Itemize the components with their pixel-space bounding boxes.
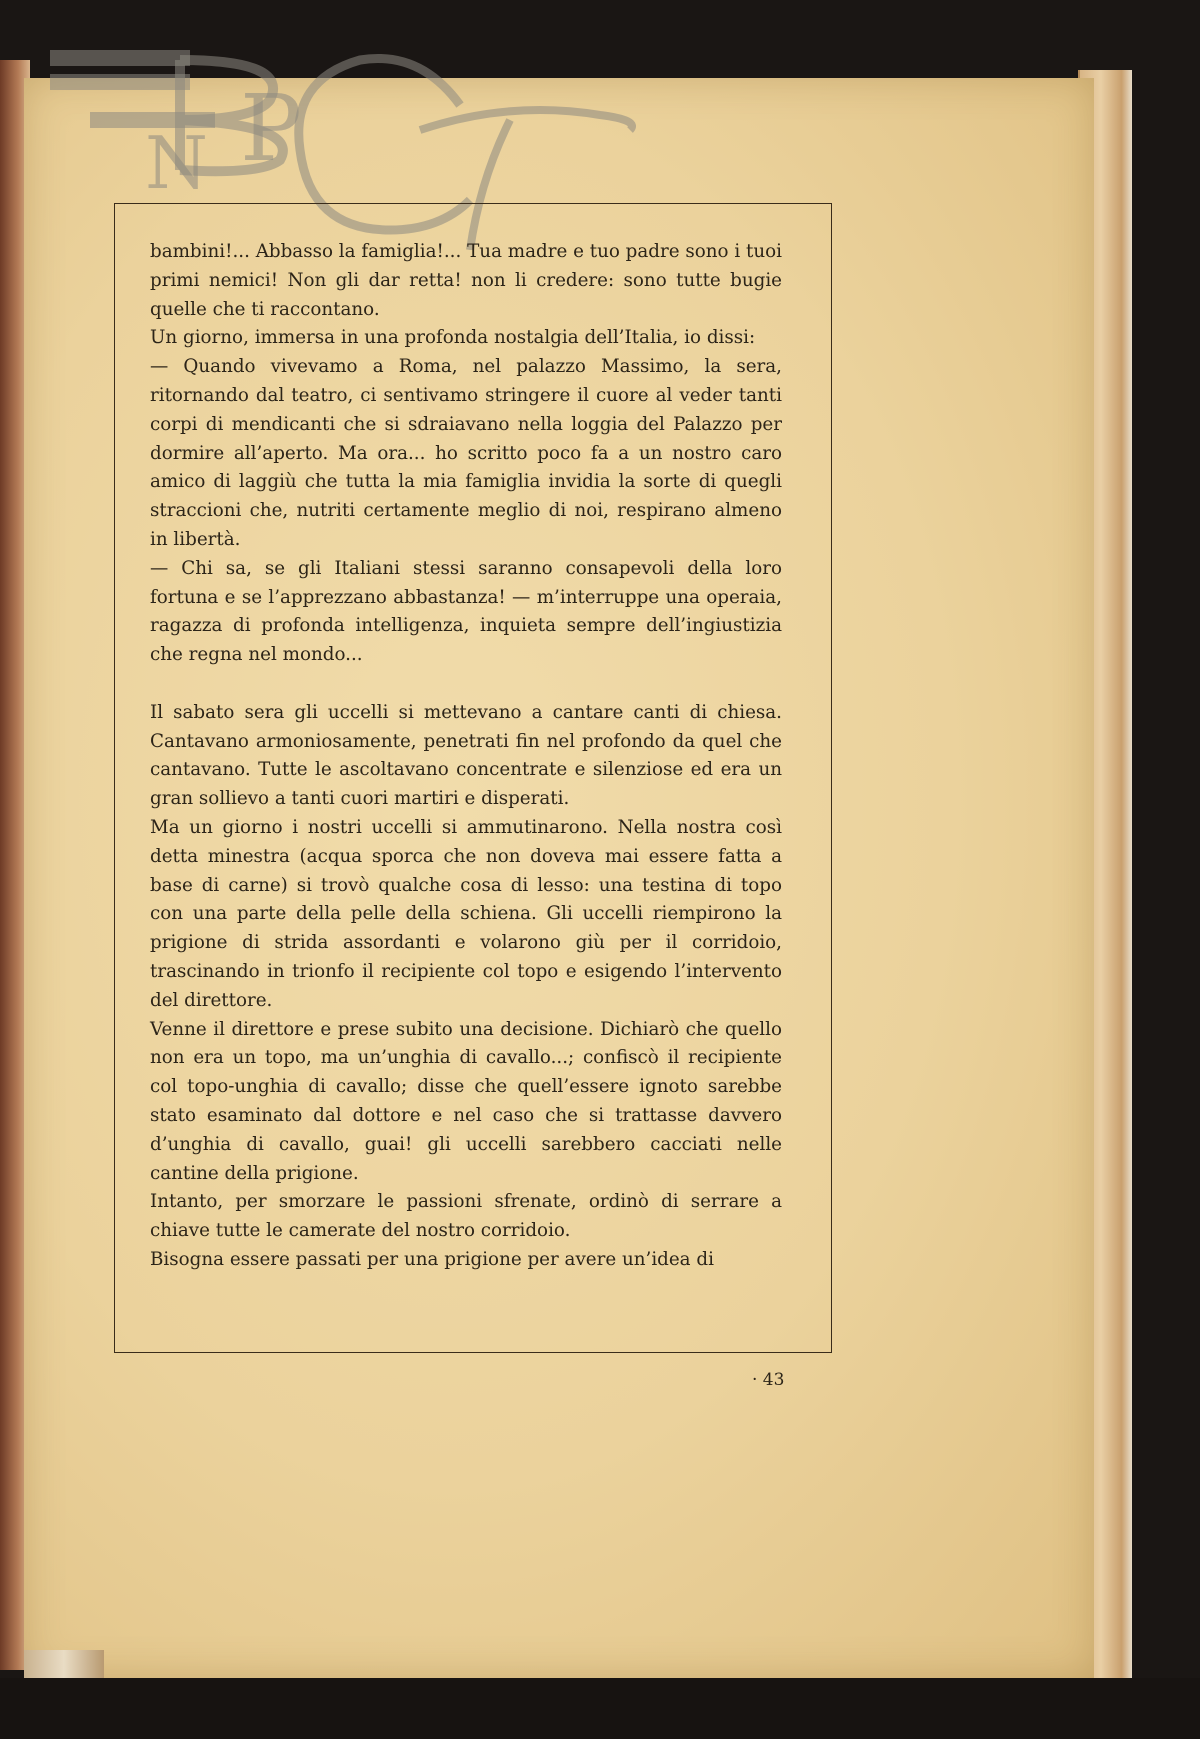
paragraph: Venne il direttore e prese subito una decisione. Dichiarò che quello non era un topo, ma un’unghia di cavallo...; confiscò il recipiente col topo-unghia di cavallo; disse che quell’essere ignoto sarebbe stato esaminato dal dottore e nel caso che si trattasse davvero d’unghia di cavallo, guai! gli uccelli sarebbero cacciati nelle cantine della prigione. xyxy=(150,1018,782,1184)
paragraph: bambini!... Abbasso la famiglia!... Tua madre e tuo padre sono i tuoi primi nemici! Non gli dar retta! non li credere: sono tutte bugie quelle che ti raccontano. xyxy=(150,241,782,320)
section-break xyxy=(150,670,782,699)
paragraph: Ma un giorno i nostri uccelli si ammutinarono. Nella nostra così detta minestra (acqua sporca che non doveva mai essere fatta a base di carne) si trovò qualche cosa di lesso: una testina di topo con una parte della pelle della schiena. Gli uccelli riempirono la prigione di strida assordanti e volarono giù per il corridoio, trascinando in trionfo il recipiente col topo e esigendo l’intervento del direttore. xyxy=(150,816,782,1011)
paragraph: Un giorno, immersa in una profonda nostalgia dell’Italia, io dissi: xyxy=(150,327,756,349)
paragraph: — Quando vivevamo a Roma, nel palazzo Massimo, la sera, ritornando dal teatro, ci sentivamo stringere il cuore al veder tanti corpi di mendicanti che si sdraiavano nella loggia del Palazzo per dormire all’aperto. Ma ora... ho scritto poco fa a un nostro caro amico di laggiù che tutta la mia famiglia invidia la sorte di quegli straccioni che, nutriti certamente meglio di noi, respirano almeno in libertà. xyxy=(150,356,782,550)
bookmark-ribbon xyxy=(24,1650,104,1680)
paragraph: Il sabato sera gli uccelli si mettevano a cantare canti di chiesa. Cantavano armoniosamente, penetrati fin nel profondo da quel che cantavano. Tutte le ascoltavano concentrate e silenziose ed era un gran sollievo a tanti cuori martiri e disperati. xyxy=(150,701,782,810)
background-strip xyxy=(0,1678,1200,1739)
svg-text:N: N xyxy=(145,121,208,205)
paragraph: Bisogna essere passati per una prigione per avere un’idea di xyxy=(150,1248,714,1270)
page-number: · 43 xyxy=(752,1370,785,1390)
svg-text:P: P xyxy=(240,75,302,182)
paragraph: Intanto, per smorzare le passioni sfrenate, ordinò di serrare a chiave tutte le camerate del nostro corridoio. xyxy=(150,1191,782,1242)
paragraph: — Chi sa, se gli Italiani stessi saranno consapevoli della loro fortuna e se l’apprezzano abbastanza! — m’interruppe una operaia, ragazza di profonda intelligenza, inquieta sempre dell’ingiustizia che regna nel mondo... xyxy=(150,557,782,666)
body-text xyxy=(150,238,782,1275)
